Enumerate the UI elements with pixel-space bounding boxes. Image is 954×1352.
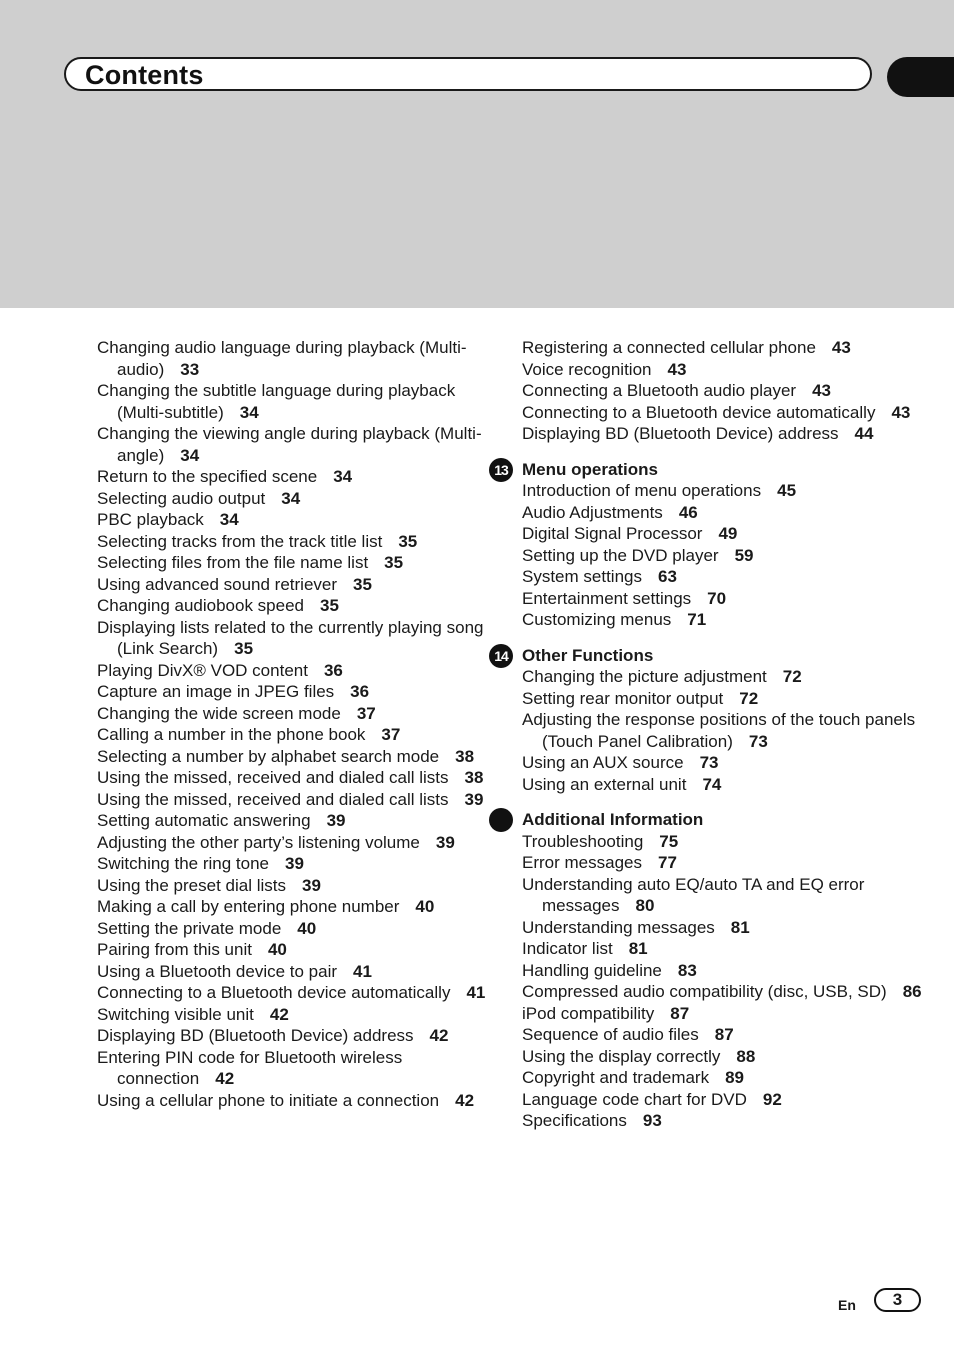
toc-entry-page: 35	[384, 553, 404, 572]
toc-entry-title: Changing the subtitle language during playback (Multi-subtitle)	[97, 381, 456, 422]
toc-entry[interactable]	[97, 617, 492, 660]
section-spacer	[522, 631, 922, 645]
toc-entry-title: PBC playback	[97, 510, 204, 529]
toc-entry[interactable]	[97, 488, 492, 510]
toc-entry[interactable]	[97, 875, 492, 897]
toc-entry[interactable]	[97, 337, 492, 380]
toc-entry-page: 87	[670, 1003, 690, 1023]
toc-entry[interactable]	[522, 752, 922, 774]
toc-entry-title: Connecting to a Bluetooth device automatically	[97, 983, 451, 1002]
toc-entry-title: Changing the wide screen mode	[97, 703, 341, 723]
toc-entry[interactable]	[97, 703, 492, 725]
toc-entry[interactable]	[522, 1089, 922, 1111]
toc-entry[interactable]	[522, 709, 922, 752]
toc-entry-title: Copyright and trademark	[522, 1068, 710, 1087]
toc-entry-title: Setting rear monitor output	[522, 688, 724, 708]
toc-entry-title: Displaying lists related to the currently playing song (Link Search)	[97, 617, 484, 658]
toc-entry-title: Troubleshooting	[522, 831, 644, 851]
toc-entry[interactable]	[97, 767, 492, 789]
toc-entry-title: Setting the private mode	[97, 918, 282, 938]
toc-entry[interactable]	[522, 402, 922, 424]
page-number: 3	[874, 1288, 921, 1312]
toc-entry[interactable]	[522, 874, 922, 917]
toc-entry-title: Customizing menus	[522, 610, 672, 629]
toc-entry[interactable]	[97, 896, 492, 918]
toc-entry[interactable]	[97, 681, 492, 703]
toc-entry[interactable]	[522, 588, 922, 610]
toc-entry[interactable]	[97, 423, 492, 466]
section-heading[interactable]	[522, 809, 922, 831]
toc-entry-title: Selecting a number by alphabet search mode	[97, 746, 440, 766]
toc-entry[interactable]	[97, 961, 492, 983]
toc-entry-title: Changing audiobook speed	[97, 596, 305, 615]
toc-entry-page: 42	[269, 1004, 289, 1024]
toc-entry-page: 41	[353, 961, 372, 981]
toc-entry-title: Selecting audio output	[97, 488, 266, 508]
toc-entry[interactable]	[522, 480, 922, 502]
toc-entry-title: Using an AUX source	[522, 753, 684, 772]
toc-entry[interactable]	[97, 509, 492, 531]
toc-entry-page: 37	[381, 725, 401, 744]
toc-entry-page: 43	[831, 338, 851, 357]
toc-entry-title: System settings	[522, 567, 642, 586]
toc-entry-title: Language code chart for DVD	[522, 1089, 747, 1109]
toc-entry-page: 81	[730, 917, 750, 937]
toc-entry-title: iPod compatibility	[522, 1003, 655, 1023]
toc-entry-page: 35	[320, 596, 339, 615]
toc-entry[interactable]	[97, 982, 492, 1004]
toc-entry-page: 36	[350, 682, 370, 701]
toc-entry-page: 77	[657, 853, 677, 872]
toc-entry-page: 44	[854, 424, 874, 443]
toc-entry-page: 35	[398, 531, 418, 551]
toc-entry-title: Understanding auto EQ/auto TA and EQ error messages	[522, 874, 865, 915]
toc-entry-title: Indicator list	[522, 939, 613, 958]
toc-entry-page: 39	[301, 875, 321, 895]
toc-entry[interactable]	[522, 423, 922, 445]
toc-entry-page: 35	[353, 574, 372, 594]
toc-entry[interactable]	[522, 688, 922, 710]
toc-entry-page: 34	[239, 402, 259, 422]
toc-entry[interactable]	[522, 1046, 922, 1068]
toc-entry-page: 43	[891, 402, 911, 422]
toc-entry-title: Digital Signal Processor	[522, 524, 703, 543]
toc-entry[interactable]	[522, 938, 922, 960]
title-frame	[64, 57, 872, 91]
toc-entry-page: 73	[748, 731, 768, 751]
toc-entry-title: Selecting files from the file name list	[97, 553, 369, 572]
chapter-tab	[887, 57, 954, 97]
toc-entry-title: Compressed audio compatibility (disc, USB, SD)	[522, 982, 887, 1001]
toc-entry-page: 73	[699, 753, 719, 772]
toc-entry-page: 63	[658, 567, 677, 586]
toc-entry-page: 89	[725, 1068, 745, 1087]
toc-entry-page: 42	[429, 1026, 449, 1045]
toc-entry-page: 38	[464, 768, 484, 787]
toc-entry-title: Setting up the DVD player	[522, 545, 719, 565]
toc-entry[interactable]	[97, 1047, 492, 1090]
toc-entry-title: Entertainment settings	[522, 588, 692, 608]
toc-entry[interactable]	[522, 545, 922, 567]
toc-entry-page: 83	[677, 960, 697, 980]
toc-entry[interactable]	[97, 918, 492, 940]
toc-entry-title: Audio Adjustments	[522, 502, 663, 522]
toc-entry-page: 49	[718, 524, 738, 543]
toc-entry-page: 71	[687, 610, 707, 629]
toc-entry-page: 42	[215, 1069, 235, 1088]
toc-entry[interactable]	[522, 359, 922, 381]
toc-entry-title: Voice recognition	[522, 359, 652, 379]
toc-entry[interactable]	[97, 552, 492, 574]
toc-entry[interactable]	[522, 666, 922, 688]
toc-entry[interactable]	[522, 337, 922, 359]
toc-entry[interactable]	[522, 917, 922, 939]
toc-entry[interactable]	[97, 832, 492, 854]
toc-entry[interactable]	[522, 981, 922, 1003]
toc-entry[interactable]	[97, 531, 492, 553]
toc-entry-page: 37	[356, 703, 376, 723]
toc-entry-page: 72	[782, 667, 802, 686]
toc-entry[interactable]	[97, 853, 492, 875]
toc-entry[interactable]	[97, 595, 492, 617]
toc-entry-title: Selecting tracks from the track title list	[97, 531, 383, 551]
header-band	[0, 0, 954, 308]
page-title: Contents	[85, 60, 204, 90]
toc-entry-title: Specifications	[522, 1111, 627, 1130]
section-number-badge: 13	[489, 458, 513, 482]
toc-entry-page: 39	[285, 854, 304, 873]
toc-entry-page: 43	[667, 359, 687, 379]
toc-entry-page: 75	[659, 831, 679, 851]
toc-entry-title: Using the display correctly	[522, 1046, 721, 1066]
toc-entry-page: 38	[455, 746, 475, 766]
section-number-badge: 14	[489, 644, 513, 668]
toc-entry-title: Connecting a Bluetooth audio player	[522, 381, 797, 400]
toc-entry-page: 59	[734, 545, 754, 565]
toc-entry-title: Making a call by entering phone number	[97, 897, 400, 916]
toc-entry-title: Pairing from this unit	[97, 940, 252, 959]
toc-entry-title: Changing audio language during playback (Multi-audio)	[97, 338, 467, 379]
toc-entry-title: Connecting to a Bluetooth device automatically	[522, 402, 876, 422]
toc-entry[interactable]	[522, 609, 922, 631]
toc-entry[interactable]	[522, 1110, 922, 1132]
toc-entry[interactable]	[97, 1004, 492, 1026]
toc-entry[interactable]	[522, 774, 922, 796]
toc-entry-title: Adjusting the response positions of the touch panels (Touch Panel Calibration)	[522, 710, 916, 751]
toc-entry[interactable]	[97, 1025, 492, 1047]
toc-entry[interactable]	[522, 523, 922, 545]
toc-entry[interactable]	[522, 1024, 922, 1046]
toc-entry-title: Registering a connected cellular phone	[522, 338, 816, 357]
toc-entry-page: 39	[326, 811, 346, 830]
toc-entry-title: Using the missed, received and dialed call lists	[97, 768, 449, 787]
toc-entry[interactable]	[522, 1067, 922, 1089]
toc-entry[interactable]	[97, 746, 492, 768]
toc-entry-page: 70	[707, 588, 727, 608]
toc-entry-title: Changing the viewing angle during playback (Multi-angle)	[97, 424, 482, 465]
toc-entry-page: 46	[678, 502, 698, 522]
toc-left-column	[97, 337, 492, 1111]
toc-entry-page: 80	[635, 896, 655, 915]
toc-entry[interactable]	[97, 789, 492, 811]
toc-entry-page: 34	[180, 445, 200, 465]
toc-entry-page: 43	[812, 381, 832, 400]
toc-entry-title: Using an external unit	[522, 774, 687, 794]
toc-entry-title: Switching visible unit	[97, 1004, 254, 1024]
toc-entry-title: Handling guideline	[522, 960, 662, 980]
toc-entry-title: Playing DivX® VOD content	[97, 660, 308, 680]
toc-entry-page: 39	[435, 832, 455, 852]
toc-entry[interactable]	[97, 1090, 492, 1112]
toc-entry-page: 45	[777, 481, 797, 500]
toc-entry-page: 36	[323, 660, 343, 680]
toc-entry-title: Changing the picture adjustment	[522, 667, 767, 686]
toc-entry-page: 88	[736, 1046, 756, 1066]
toc-entry[interactable]	[522, 852, 922, 874]
section-spacer	[522, 795, 922, 809]
section-heading[interactable]	[494, 645, 922, 667]
toc-entry-title: Displaying BD (Bluetooth Device) address	[97, 1026, 414, 1045]
toc-entry-page: 42	[455, 1090, 475, 1110]
section-title: Additional Information	[522, 810, 704, 829]
toc-entry-title: Error messages	[522, 853, 642, 872]
toc-entry-title: Entering PIN code for Bluetooth wireless connection	[97, 1047, 403, 1088]
toc-entry-page: 81	[628, 939, 648, 958]
toc-entry[interactable]	[97, 810, 492, 832]
toc-entry-title: Calling a number in the phone book	[97, 725, 366, 744]
section-title: Other Functions	[522, 645, 654, 665]
toc-entry-page: 35	[234, 639, 254, 658]
toc-entry[interactable]	[522, 502, 922, 524]
toc-entry-title: Capture an image in JPEG files	[97, 682, 335, 701]
toc-entry-title: Using a Bluetooth device to pair	[97, 961, 338, 981]
toc-entry-page: 72	[739, 688, 759, 708]
toc-entry-title: Using the preset dial lists	[97, 875, 286, 895]
language-label: En	[838, 1297, 856, 1313]
section-number-badge	[489, 808, 513, 832]
toc-entry[interactable]	[97, 724, 492, 746]
toc-entry-page: 40	[297, 918, 317, 938]
toc-entry-page: 34	[281, 488, 301, 508]
toc-entry-title: Return to the specified scene	[97, 467, 318, 486]
toc-entry[interactable]	[97, 574, 492, 596]
section-title: Menu operations	[522, 459, 659, 479]
toc-entry-title: Sequence of audio files	[522, 1025, 699, 1044]
toc-entry-page: 86	[902, 982, 922, 1001]
toc-entry-page: 87	[714, 1025, 734, 1044]
toc-right-column	[494, 337, 922, 1132]
toc-entry-title: Setting automatic answering	[97, 811, 311, 830]
toc-entry[interactable]	[522, 831, 922, 853]
toc-entry-title: Introduction of menu operations	[522, 481, 762, 500]
toc-entry-page: 40	[415, 897, 435, 916]
toc-entry-title: Switching the ring tone	[97, 854, 269, 873]
toc-entry-page: 92	[762, 1089, 782, 1109]
toc-entry[interactable]	[97, 380, 492, 423]
toc-entry-title: Understanding messages	[522, 917, 715, 937]
toc-entry-page: 74	[702, 774, 722, 794]
toc-entry-page: 41	[466, 983, 486, 1002]
toc-entry-title: Using advanced sound retriever	[97, 574, 338, 594]
toc-entry-title: Adjusting the other party’s listening volume	[97, 832, 420, 852]
toc-entry-title: Displaying BD (Bluetooth Device) address	[522, 424, 839, 443]
toc-entry[interactable]	[97, 466, 492, 488]
toc-entry-title: Using the missed, received and dialed call lists	[97, 789, 449, 809]
toc-entry-page: 40	[267, 940, 287, 959]
toc-entry[interactable]	[97, 939, 492, 961]
toc-entry-page: 39	[464, 789, 484, 809]
section-heading[interactable]	[494, 459, 922, 481]
toc-entry-page: 93	[642, 1111, 662, 1130]
toc-entry[interactable]	[97, 660, 492, 682]
toc-entry-title: Using a cellular phone to initiate a connection	[97, 1090, 440, 1110]
toc-entry[interactable]	[522, 1003, 922, 1025]
toc-entry-page: 33	[180, 359, 200, 379]
toc-entry[interactable]	[522, 960, 922, 982]
section-spacer	[522, 445, 922, 459]
toc-entry[interactable]	[522, 380, 922, 402]
toc-entry[interactable]	[522, 566, 922, 588]
toc-entry-page: 34	[219, 510, 239, 529]
toc-entry-page: 34	[333, 467, 353, 486]
